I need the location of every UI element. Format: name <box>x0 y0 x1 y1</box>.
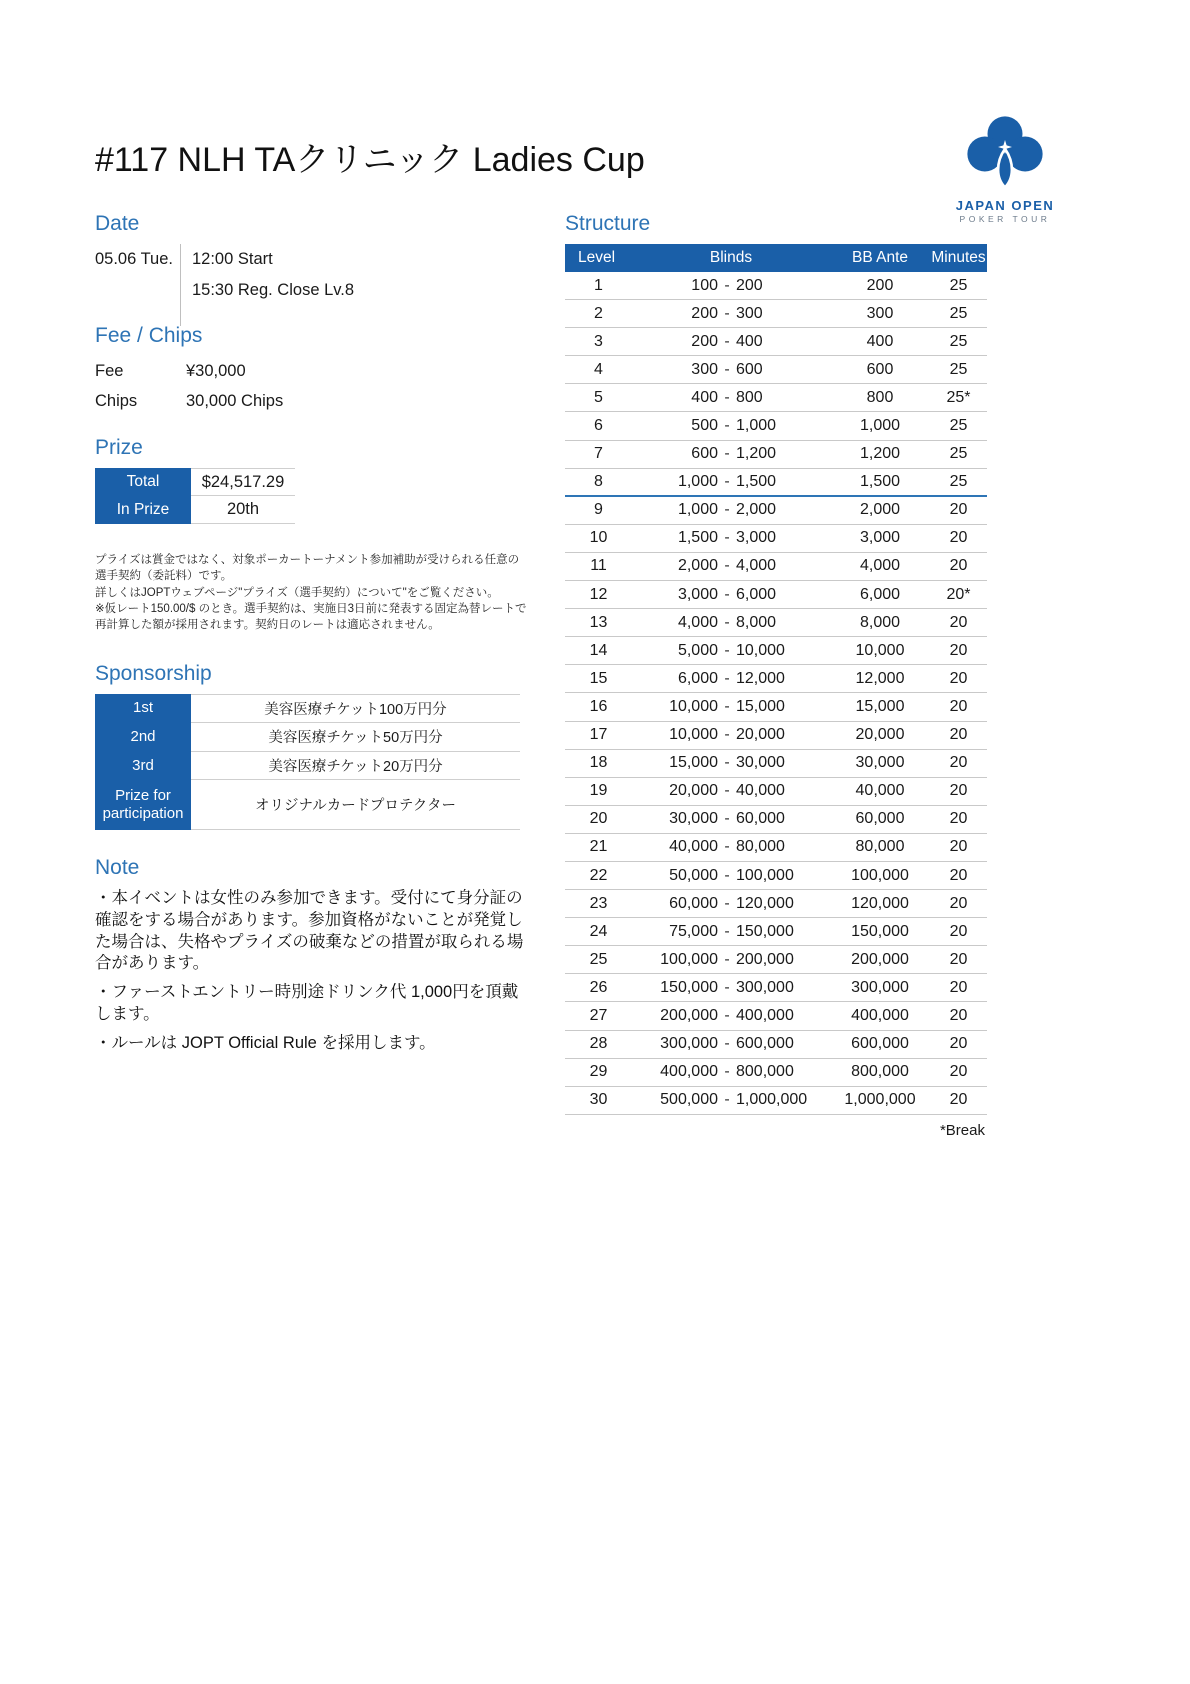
level-number: 21 <box>589 838 608 856</box>
level-minutes: 20 <box>949 782 968 800</box>
small-blind: 10,000 <box>669 726 718 744</box>
blinds-dash: - <box>724 866 730 884</box>
blinds-dash: - <box>724 276 730 294</box>
blinds-dash: - <box>724 726 730 744</box>
big-blind: 800,000 <box>736 1063 794 1081</box>
bb-ante: 150,000 <box>851 922 909 940</box>
level-minutes: 20 <box>949 978 968 996</box>
big-blind: 12,000 <box>736 669 785 687</box>
prize-disclaimer-line: プライズは賞金ではなく、対象ポーカートーナメント参加補助が受けられる任意の選手契約（委託料）です。 <box>95 554 520 583</box>
structure-level-row <box>565 834 987 862</box>
structure-level-row <box>565 497 987 525</box>
big-blind: 15,000 <box>736 697 785 715</box>
level-number: 4 <box>594 360 603 378</box>
prize-disclaimer-line: 詳しくはJOPTウェブページ"プライズ（選手契約）について"をご覧ください。 <box>95 586 499 599</box>
structure-section <box>565 212 987 1139</box>
level-number: 30 <box>589 1091 608 1109</box>
big-blind: 30,000 <box>736 754 785 772</box>
structure-col-ante: BB Ante <box>851 249 908 266</box>
blinds-dash: - <box>724 810 730 828</box>
sponsorship-rank: 3rd <box>95 752 191 781</box>
big-blind: 600,000 <box>736 1035 794 1053</box>
sponsorship-table <box>95 694 520 830</box>
small-blind: 1,500 <box>677 529 718 547</box>
structure-level-row <box>565 469 987 497</box>
big-blind: 40,000 <box>736 782 785 800</box>
level-number: 11 <box>590 557 607 575</box>
structure-level-row <box>565 918 987 946</box>
blinds-dash: - <box>724 894 730 912</box>
level-number: 16 <box>589 697 608 715</box>
big-blind: 60,000 <box>736 810 785 828</box>
note-item: ・ファーストエントリー時別途ドリンク代 1,000円を頂戴します。 <box>95 983 519 1023</box>
prize-row <box>95 496 525 524</box>
fee-chips-value: ¥30,000 <box>186 361 246 380</box>
level-number: 14 <box>589 641 608 659</box>
big-blind: 1,200 <box>736 445 777 463</box>
structure-header-row <box>565 244 987 272</box>
level-number: 10 <box>589 529 608 547</box>
bb-ante: 1,000 <box>859 417 901 435</box>
date-heading: Date <box>95 212 140 235</box>
bb-ante: 400 <box>866 332 894 350</box>
bb-ante: 12,000 <box>855 669 905 687</box>
structure-level-row <box>565 1087 987 1115</box>
level-minutes: 20 <box>949 950 968 968</box>
blinds-dash: - <box>724 445 730 463</box>
level-number: 1 <box>594 276 603 294</box>
note-item: ・本イベントは女性のみ参加できます。受付にて身分証の確認をする場合があります。参加資格がないことが発覚した場合は、失格やプライズの破棄などの措置が取られる場合があります。 <box>95 889 524 973</box>
level-number: 8 <box>594 472 603 490</box>
level-minutes: 20 <box>949 838 968 856</box>
structure-level-row <box>565 384 987 412</box>
structure-level-row <box>565 665 987 693</box>
sponsorship-row <box>95 780 520 830</box>
big-blind: 3,000 <box>736 529 777 547</box>
level-minutes: 20 <box>949 1063 968 1081</box>
big-blind: 400 <box>736 332 763 350</box>
blinds-dash: - <box>724 1035 730 1053</box>
small-blind: 200 <box>691 332 718 350</box>
level-minutes: 20 <box>949 529 968 547</box>
small-blind: 10,000 <box>669 697 718 715</box>
blinds-dash: - <box>724 697 730 715</box>
level-number: 2 <box>594 304 603 322</box>
bb-ante: 1,200 <box>859 445 901 463</box>
fee-chips-table <box>95 356 525 416</box>
level-minutes: 20 <box>949 613 968 631</box>
prize-row-value: 20th <box>191 496 295 524</box>
level-minutes: 20 <box>949 501 968 519</box>
fee-chips-label: Chips <box>95 391 138 410</box>
structure-heading: Structure <box>565 212 651 235</box>
big-blind: 1,500 <box>736 472 777 490</box>
structure-level-row <box>565 300 987 328</box>
level-number: 24 <box>589 922 608 940</box>
small-blind: 200,000 <box>660 1006 718 1024</box>
bb-ante: 600 <box>866 360 894 378</box>
big-blind: 400,000 <box>736 1006 794 1024</box>
structure-level-row <box>565 974 987 1002</box>
fee-chips-heading: Fee / Chips <box>95 324 203 347</box>
structure-col-level: Level <box>578 249 616 266</box>
sponsorship-prize: 美容医療チケット50万円分 <box>191 723 520 752</box>
blinds-dash: - <box>724 922 730 940</box>
level-minutes: 20 <box>949 894 968 912</box>
level-number: 28 <box>589 1035 608 1053</box>
structure-level-row <box>565 609 987 637</box>
small-blind: 400 <box>691 388 718 406</box>
fee-chips-label: Fee <box>95 361 124 380</box>
note-list <box>95 888 527 1054</box>
bb-ante: 100,000 <box>851 866 909 884</box>
level-number: 6 <box>594 417 603 435</box>
logo-text-poker-tour: POKER TOUR <box>959 214 1051 224</box>
prize-row-value: $24,517.29 <box>191 468 295 496</box>
blinds-dash: - <box>724 669 730 687</box>
structure-level-row <box>565 693 987 721</box>
bb-ante: 20,000 <box>855 726 905 744</box>
small-blind: 60,000 <box>669 894 718 912</box>
big-blind: 8,000 <box>736 613 777 631</box>
big-blind: 300 <box>736 304 763 322</box>
blinds-dash: - <box>724 304 730 322</box>
blinds-dash: - <box>724 613 730 631</box>
big-blind: 100,000 <box>736 866 794 884</box>
blinds-dash: - <box>724 585 730 603</box>
big-blind: 1,000,000 <box>736 1091 808 1109</box>
structure-level-row <box>565 581 987 609</box>
level-number: 26 <box>589 978 608 996</box>
level-minutes: 20 <box>949 810 968 828</box>
small-blind: 400,000 <box>660 1063 718 1081</box>
sponsorship-heading: Sponsorship <box>95 662 212 685</box>
small-blind: 300,000 <box>660 1035 718 1053</box>
structure-level-row <box>565 946 987 974</box>
club-icon <box>961 112 1049 196</box>
prize-disclaimer <box>95 552 527 634</box>
structure-level-row <box>565 525 987 553</box>
bb-ante: 600,000 <box>851 1035 909 1053</box>
big-blind: 1,000 <box>736 417 777 435</box>
blinds-dash: - <box>724 782 730 800</box>
level-minutes: 25 <box>949 445 968 463</box>
level-minutes: 25 <box>949 360 968 378</box>
small-blind: 6,000 <box>677 669 718 687</box>
big-blind: 80,000 <box>736 838 785 856</box>
level-minutes: 20 <box>949 669 968 687</box>
big-blind: 300,000 <box>736 978 794 996</box>
logo-text-japan-open: JAPAN OPEN <box>955 198 1055 213</box>
bb-ante: 400,000 <box>851 1006 909 1024</box>
big-blind: 600 <box>736 360 763 378</box>
level-minutes: 25* <box>946 388 971 406</box>
small-blind: 5,000 <box>677 641 718 659</box>
date-time-entry: 12:00 Start <box>192 250 273 268</box>
fee-chips-section <box>95 324 525 416</box>
level-number: 23 <box>589 894 608 912</box>
level-number: 27 <box>589 1006 608 1024</box>
small-blind: 3,000 <box>677 585 718 603</box>
level-minutes: 25 <box>949 276 968 294</box>
page-title: #117 NLH TAクリニック Ladies Cup <box>95 141 645 179</box>
small-blind: 100,000 <box>660 950 718 968</box>
big-blind: 200 <box>736 276 763 294</box>
sponsorship-row <box>95 694 520 723</box>
level-minutes: 20 <box>949 726 968 744</box>
structure-level-row <box>565 356 987 384</box>
level-minutes: 20 <box>949 557 968 575</box>
small-blind: 2,000 <box>677 557 718 575</box>
structure-level-row <box>565 1059 987 1087</box>
bb-ante: 1,000,000 <box>844 1091 916 1109</box>
blinds-dash: - <box>724 838 730 856</box>
level-minutes: 20 <box>949 1091 968 1109</box>
prize-row-label: In Prize <box>95 496 191 524</box>
sponsorship-rank: 2nd <box>95 723 191 752</box>
level-number: 17 <box>589 726 608 744</box>
structure-level-row <box>565 750 987 778</box>
level-minutes: 25 <box>949 332 968 350</box>
structure-level-row <box>565 412 987 440</box>
bb-ante: 3,000 <box>859 529 901 547</box>
bb-ante: 40,000 <box>855 782 905 800</box>
level-number: 20 <box>589 810 608 828</box>
prize-disclaimer-line: ※仮レート150.00/$ のとき。選手契約は、実施日3日前に発表する固定為替レートで再計算した額が採用されます。契約日のレートは適応されません。 <box>95 602 527 632</box>
blinds-dash: - <box>724 417 730 435</box>
structure-level-row <box>565 806 987 834</box>
level-minutes: 20 <box>949 1006 968 1024</box>
big-blind: 6,000 <box>736 585 777 603</box>
level-number: 15 <box>589 669 608 687</box>
level-number: 19 <box>589 782 608 800</box>
blinds-dash: - <box>724 1063 730 1081</box>
bb-ante: 10,000 <box>855 641 905 659</box>
structure-level-row <box>565 272 987 300</box>
level-minutes: 25 <box>949 417 968 435</box>
big-blind: 10,000 <box>736 641 785 659</box>
date-time-entry: 15:30 Reg. Close Lv.8 <box>192 281 355 299</box>
level-minutes: 20 <box>949 641 968 659</box>
structure-level-row <box>565 1031 987 1059</box>
big-blind: 2,000 <box>736 501 777 519</box>
blinds-dash: - <box>724 754 730 772</box>
sponsorship-section <box>95 662 520 830</box>
break-footnote: *Break <box>939 1121 985 1139</box>
structure-col-minutes: Minutes <box>931 249 986 266</box>
date-table <box>95 244 525 326</box>
bb-ante: 300,000 <box>851 978 909 996</box>
structure-level-row <box>565 862 987 890</box>
structure-table-body <box>565 272 987 1115</box>
level-minutes: 20* <box>946 585 971 603</box>
structure-level-row <box>565 637 987 665</box>
small-blind: 1,000 <box>677 501 718 519</box>
blinds-dash: - <box>724 1006 730 1024</box>
prize-heading: Prize <box>95 436 143 459</box>
bb-ante: 800,000 <box>851 1063 909 1081</box>
structure-level-row <box>565 1002 987 1030</box>
bb-ante: 200 <box>866 276 894 294</box>
small-blind: 15,000 <box>669 754 718 772</box>
small-blind: 500,000 <box>660 1091 718 1109</box>
level-minutes: 25 <box>949 472 968 490</box>
sponsorship-prize: 美容医療チケット100万円分 <box>191 694 520 723</box>
small-blind: 50,000 <box>669 866 718 884</box>
level-minutes: 20 <box>949 866 968 884</box>
blinds-dash: - <box>724 641 730 659</box>
level-minutes: 25 <box>949 304 968 322</box>
prize-row <box>95 468 525 496</box>
bb-ante: 2,000 <box>859 501 901 519</box>
bb-ante: 120,000 <box>851 894 909 912</box>
blinds-dash: - <box>724 360 730 378</box>
sponsorship-row <box>95 723 520 752</box>
big-blind: 20,000 <box>736 726 785 744</box>
note-section <box>95 856 527 1061</box>
small-blind: 150,000 <box>660 978 718 996</box>
level-number: 18 <box>589 754 608 772</box>
note-heading: Note <box>95 856 140 879</box>
big-blind: 800 <box>736 388 763 406</box>
blinds-dash: - <box>724 388 730 406</box>
sponsorship-prize: 美容医療チケット20万円分 <box>191 752 520 781</box>
level-number: 29 <box>589 1063 608 1081</box>
blinds-dash: - <box>724 950 730 968</box>
bb-ante: 800 <box>866 388 894 406</box>
level-number: 7 <box>594 445 603 463</box>
small-blind: 1,000 <box>677 472 718 490</box>
structure-col-blinds: Blinds <box>709 249 753 266</box>
blinds-dash: - <box>724 1091 730 1109</box>
bb-ante: 8,000 <box>859 613 901 631</box>
sponsorship-prize: オリジナルカードプロテクター <box>191 780 520 830</box>
level-number: 3 <box>594 332 603 350</box>
small-blind: 600 <box>691 445 718 463</box>
level-minutes: 20 <box>949 922 968 940</box>
level-number: 9 <box>594 501 603 519</box>
level-minutes: 20 <box>949 754 968 772</box>
small-blind: 30,000 <box>669 810 718 828</box>
prize-row-label: Total <box>95 468 191 496</box>
prize-table <box>95 468 525 524</box>
blinds-dash: - <box>724 472 730 490</box>
structure-level-row <box>565 890 987 918</box>
note-item: ・ルールは JOPT Official Rule を採用します。 <box>95 1033 436 1052</box>
big-blind: 150,000 <box>736 922 794 940</box>
structure-level-row <box>565 328 987 356</box>
sponsorship-row <box>95 752 520 781</box>
fee-chips-row <box>95 356 525 386</box>
bb-ante: 4,000 <box>859 557 901 575</box>
structure-level-row <box>565 553 987 581</box>
bb-ante: 80,000 <box>855 838 905 856</box>
level-number: 5 <box>594 388 603 406</box>
fee-chips-value: 30,000 Chips <box>186 391 284 410</box>
structure-level-row <box>565 722 987 750</box>
small-blind: 20,000 <box>669 782 718 800</box>
big-blind: 120,000 <box>736 894 794 912</box>
level-minutes: 20 <box>949 697 968 715</box>
structure-level-row <box>565 441 987 469</box>
big-blind: 200,000 <box>736 950 794 968</box>
bb-ante: 200,000 <box>851 950 909 968</box>
bb-ante: 300 <box>866 304 894 322</box>
blinds-dash: - <box>724 501 730 519</box>
prize-section <box>95 436 525 524</box>
small-blind: 75,000 <box>669 922 718 940</box>
date-times <box>180 244 525 326</box>
jopt-logo <box>940 112 1070 224</box>
small-blind: 4,000 <box>677 613 718 631</box>
sponsorship-rank: 1st <box>95 694 191 723</box>
small-blind: 300 <box>691 360 718 378</box>
blinds-dash: - <box>724 557 730 575</box>
level-number: 22 <box>589 866 608 884</box>
blinds-dash: - <box>724 978 730 996</box>
small-blind: 40,000 <box>669 838 718 856</box>
big-blind: 4,000 <box>736 557 777 575</box>
bb-ante: 60,000 <box>855 810 905 828</box>
bb-ante: 15,000 <box>855 697 905 715</box>
bb-ante: 6,000 <box>859 585 901 603</box>
small-blind: 500 <box>691 417 718 435</box>
date-section <box>95 212 525 326</box>
structure-level-row <box>565 778 987 806</box>
level-number: 13 <box>589 613 608 631</box>
bb-ante: 30,000 <box>855 754 905 772</box>
small-blind: 200 <box>691 304 718 322</box>
sponsorship-rank: Prize for participation <box>95 780 191 830</box>
blinds-dash: - <box>724 332 730 350</box>
blinds-dash: - <box>724 529 730 547</box>
level-number: 25 <box>589 950 608 968</box>
date-value: 05.06 Tue. <box>95 250 173 268</box>
fee-chips-row <box>95 386 525 416</box>
small-blind: 100 <box>691 276 718 294</box>
level-number: 12 <box>589 585 608 603</box>
level-minutes: 20 <box>949 1035 968 1053</box>
bb-ante: 1,500 <box>859 472 901 490</box>
